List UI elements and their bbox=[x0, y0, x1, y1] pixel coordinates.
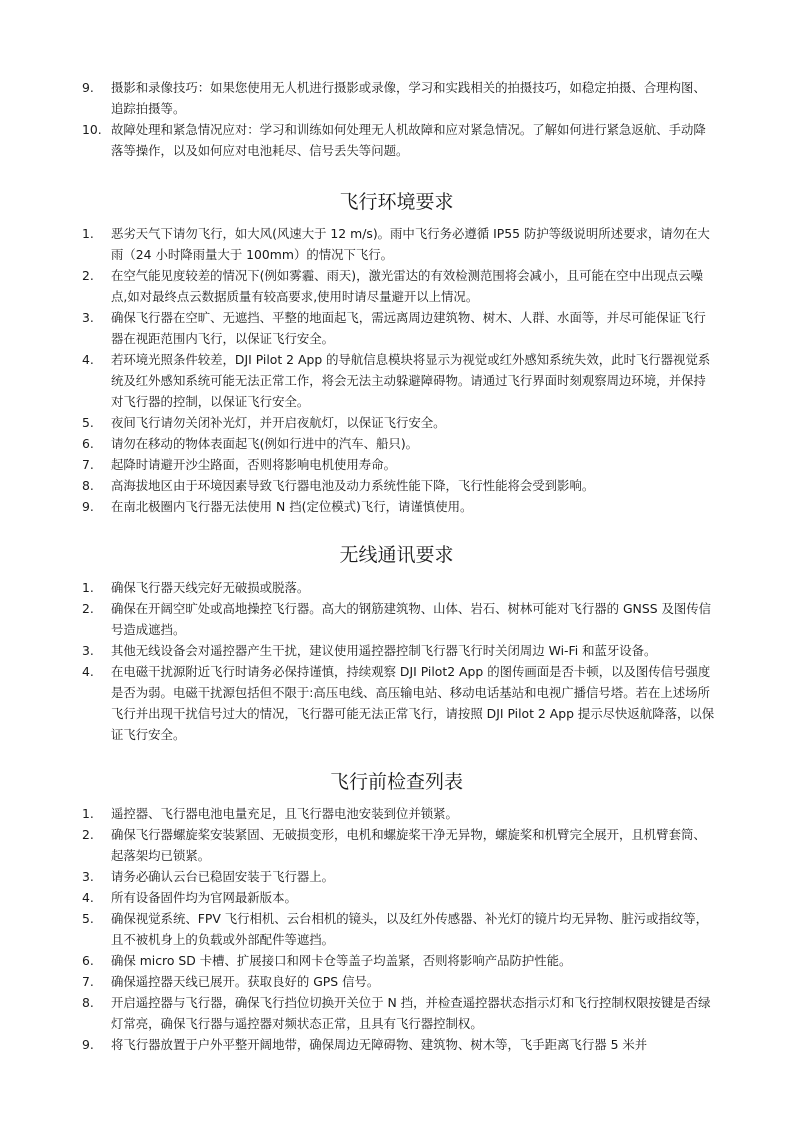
item-number: 1. bbox=[82, 580, 94, 595]
item-number: 9. bbox=[82, 80, 94, 95]
item-text: 确保在开阔空旷处或高地操控飞行器。高大的钢筋建筑物、山体、岩石、树林可能对飞行器的 GNSS 及图传信号造成遮挡。 bbox=[111, 601, 712, 637]
item-text: 恶劣天气下请勿飞行，如大风(风速大于 12 m/s)。雨中飞行务必遵循 IP55 防护等级说明所述要求，请勿在大雨（24 小时降雨量大于 100mm）的情况下飞行。 bbox=[111, 226, 710, 262]
item-number: 2. bbox=[82, 268, 94, 283]
list-item bbox=[0, 412, 793, 433]
list-item bbox=[0, 1034, 793, 1055]
list-item bbox=[0, 992, 793, 1034]
item-text: 确保飞行器螺旋桨安装紧固、无破损变形，电机和螺旋桨干净无异物，螺旋桨和机臂完全展开，且机臂套筒、起落架均已锁紧。 bbox=[111, 827, 706, 863]
item-text: 确保飞行器天线完好无破损或脱落。 bbox=[111, 580, 310, 595]
item-number: 10. bbox=[82, 122, 102, 137]
item-number: 5. bbox=[82, 415, 94, 430]
continued-list bbox=[0, 77, 793, 161]
item-text: 在空气能见度较差的情况下(例如雾霾、雨天)，激光雷达的有效检测范围将会减小，且可能在空中出现点云噪点,如对最终点云数据质量有较高要求,使用时请尽量避开以上情况。 bbox=[111, 268, 704, 304]
item-number: 3. bbox=[82, 643, 94, 658]
list-item bbox=[0, 119, 793, 161]
item-text: 请务必确认云台已稳固安装于飞行器上。 bbox=[111, 869, 335, 884]
item-text: 所有设备固件均为官网最新版本。 bbox=[111, 890, 297, 905]
list-item bbox=[0, 803, 793, 824]
item-number: 3. bbox=[82, 869, 94, 884]
list-item bbox=[0, 866, 793, 887]
item-number: 1. bbox=[82, 226, 94, 241]
item-number: 7. bbox=[82, 457, 94, 472]
item-text: 夜间飞行请勿关闭补光灯，并开启夜航灯，以保证飞行安全。 bbox=[111, 415, 446, 430]
list-item bbox=[0, 265, 793, 307]
item-number: 9. bbox=[82, 1037, 94, 1052]
list-item bbox=[0, 824, 793, 866]
list-item bbox=[0, 475, 793, 496]
item-text: 在电磁干扰源附近飞行时请务必保持谨慎，持续观察 DJI Pilot2 App 的图传画面是否卡顿，以及图传信号强度是否为弱。电磁干扰源包括但不限于:高压电线、高压输电站、移动电话基站和电视广播信号塔。若在上述场所飞行并出现干扰信号过大的情况，飞行器可能无法正常飞行，请按照 DJI Pilot 2 App 提示尽快返航降落，以保证飞行安全。 bbox=[111, 664, 715, 742]
item-text: 确保视觉系统、FPV 飞行相机、云台相机的镜头，以及红外传感器、补光灯的镜片均无异物、脏污或指纹等，且不被机身上的负载或外部配件等遮挡。 bbox=[111, 911, 708, 947]
item-text: 起降时请避开沙尘路面，否则将影响电机使用寿命。 bbox=[111, 457, 396, 472]
flight-environment-list bbox=[0, 223, 793, 517]
item-text: 在南北极圈内飞行器无法使用 N 挡(定位模式)飞行，请谨慎使用。 bbox=[111, 499, 473, 514]
list-item bbox=[0, 598, 793, 640]
section-heading-preflight-checklist: 飞行前检查列表 bbox=[329, 771, 463, 793]
list-item bbox=[0, 908, 793, 950]
item-number: 5. bbox=[82, 911, 94, 926]
list-item bbox=[0, 971, 793, 992]
item-number: 8. bbox=[82, 995, 94, 1010]
item-text: 确保遥控器天线已展开。获取良好的 GPS 信号。 bbox=[111, 974, 380, 989]
item-text: 高海拔地区由于环境因素导致飞行器电池及动力系统性能下降，飞行性能将会受到影响。 bbox=[111, 478, 595, 493]
item-number: 6. bbox=[82, 436, 94, 451]
list-item bbox=[0, 454, 793, 475]
section-heading-wireless: 无线通讯要求 bbox=[339, 544, 454, 566]
item-number: 6. bbox=[82, 953, 94, 968]
item-text: 摄影和录像技巧：如果您使用无人机进行摄影或录像，学习和实践相关的拍摄技巧，如稳定拍摄、合理构图、追踪拍摄等。 bbox=[111, 80, 706, 116]
item-number: 3. bbox=[82, 310, 94, 325]
item-text: 请勿在移动的物体表面起飞(例如行进中的汽车、船只)。 bbox=[111, 436, 419, 451]
item-number: 7. bbox=[82, 974, 94, 989]
list-item bbox=[0, 887, 793, 908]
item-text: 遥控器、飞行器电池电量充足，且飞行器电池安装到位并锁紧。 bbox=[111, 806, 458, 821]
list-item bbox=[0, 349, 793, 412]
item-text: 将飞行器放置于户外平整开阔地带，确保周边无障碍物、建筑物、树木等，飞手距离飞行器 5 米并 bbox=[111, 1037, 648, 1052]
list-item bbox=[0, 307, 793, 349]
preflight-checklist bbox=[0, 803, 793, 1055]
list-item bbox=[0, 950, 793, 971]
section-heading-flight-environment: 飞行环境要求 bbox=[339, 191, 454, 213]
item-text: 确保飞行器在空旷、无遮挡、平整的地面起飞，需远离周边建筑物、树木、人群、水面等，并尽可能保证飞行器在视距范围内飞行，以保证飞行安全。 bbox=[111, 310, 706, 346]
item-text: 若环境光照条件较差，DJI Pilot 2 App 的导航信息模块将显示为视觉或红外感知系统失效，此时飞行器视觉系统及红外感知系统可能无法正常工作，将会无法主动躲避障碍物。请通过飞行界面时刻观察周边环境，并保持对飞行器的控制，以保证飞行安全。 bbox=[111, 352, 711, 409]
item-number: 4. bbox=[82, 352, 94, 367]
item-number: 4. bbox=[82, 664, 94, 679]
list-item bbox=[0, 77, 793, 119]
item-number: 8. bbox=[82, 478, 94, 493]
item-text: 故障处理和紧急情况应对：学习和训练如何处理无人机故障和应对紧急情况。了解如何进行紧急返航、手动降落等操作，以及如何应对电池耗尽、信号丢失等问题。 bbox=[111, 122, 706, 158]
list-item bbox=[0, 496, 793, 517]
list-item bbox=[0, 223, 793, 265]
list-item bbox=[0, 661, 793, 745]
item-number: 2. bbox=[82, 601, 94, 616]
item-number: 9. bbox=[82, 499, 94, 514]
item-number: 2. bbox=[82, 827, 94, 842]
item-number: 1. bbox=[82, 806, 94, 821]
list-item bbox=[0, 433, 793, 454]
item-text: 开启遥控器与飞行器，确保飞行挡位切换开关位于 N 挡，并检查遥控器状态指示灯和飞行控制权限按键是否绿灯常亮，确保飞行器与遥控器对频状态正常，且具有飞行器控制权。 bbox=[111, 995, 711, 1031]
item-text: 其他无线设备会对遥控器产生干扰，建议使用遥控器控制飞行器飞行时关闭周边 Wi-Fi 和蓝牙设备。 bbox=[111, 643, 657, 658]
wireless-list bbox=[0, 577, 793, 745]
item-text: 确保 micro SD 卡槽、扩展接口和网卡仓等盖子均盖紧，否则将影响产品防护性能。 bbox=[111, 953, 572, 968]
list-item bbox=[0, 577, 793, 598]
list-item bbox=[0, 640, 793, 661]
item-number: 4. bbox=[82, 890, 94, 905]
